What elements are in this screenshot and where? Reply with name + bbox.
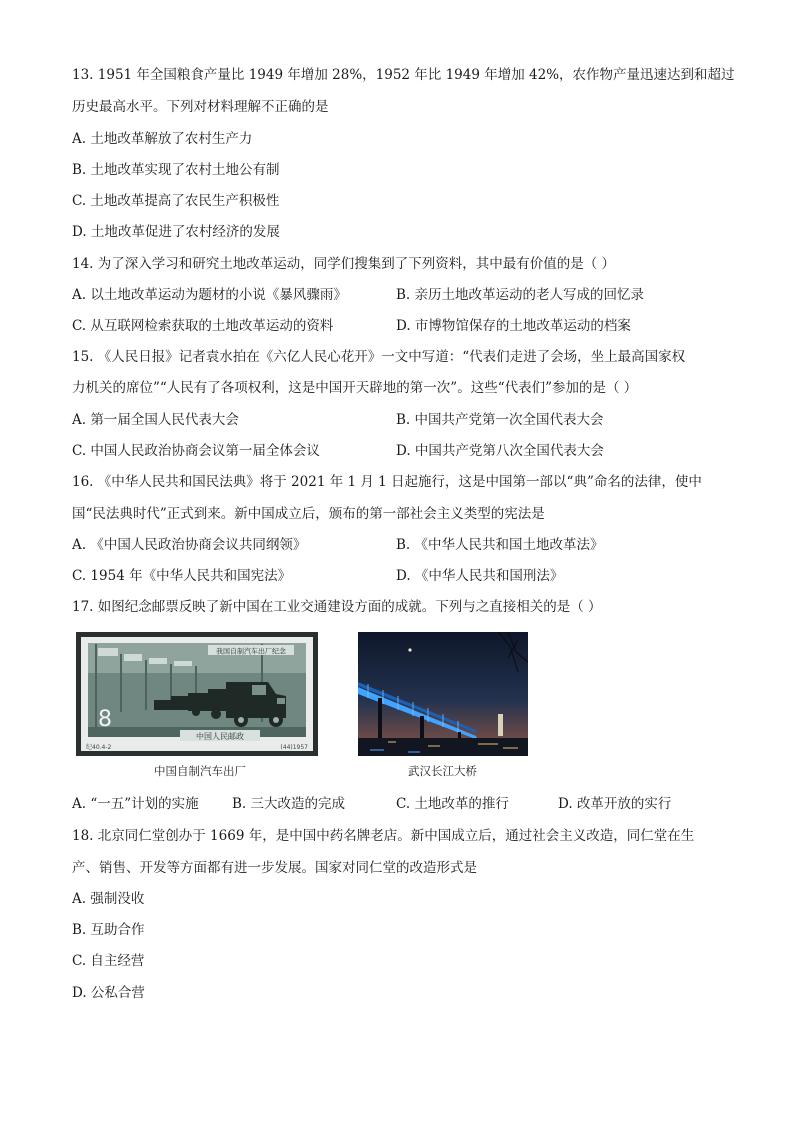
q17-option-a: A. “一五”计划的实施: [72, 796, 199, 812]
q14-option-d: D. 市博物馆保存的土地改革运动的档案: [396, 318, 631, 334]
q16-option-c: C. 1954 年《中华人民共和国宪法》: [72, 568, 292, 584]
q13-option-c: C. 土地改革提高了农民生产积极性: [72, 193, 280, 209]
q17-option-b: B. 三大改造的完成: [232, 796, 346, 812]
q18-stem-line1: 18. 北京同仁堂创办于 1669 年，是中国中药名牌老店。新中国成立后，通过社会主义改造，同仁堂在生: [72, 828, 695, 844]
q14-option-b: B. 亲历土地改革运动的老人写成的回忆录: [396, 287, 645, 303]
stamp-image-truck: [76, 632, 318, 756]
q18-option-c: C. 自主经营: [72, 953, 145, 969]
q15-option-c: C. 中国人民政治协商会议第一届全体会议: [72, 443, 320, 459]
q18-option-a: A. 强制没收: [72, 891, 145, 907]
q16-stem-line1: 16. 《中华人民共和国民法典》将于 2021 年 1 月 1 日起施行，这是中国第一部以“典”命名的法律，使中: [72, 474, 702, 490]
q16-stem-line2: 国“民法典时代”正式到来。新中国成立后，颁布的第一部社会主义类型的宪法是: [72, 506, 545, 522]
stamp-value: 8: [98, 707, 112, 732]
stamp-country: 中国人民邮政: [196, 732, 244, 741]
q16-option-b: B. 《中华人民共和国土地改革法》: [396, 537, 604, 553]
q15-option-d: D. 中国共产党第八次全国代表大会: [396, 443, 604, 459]
stamp-code-right: (44)1957: [280, 744, 308, 751]
q18-stem-line2: 产、销售、开发等方面都有进一步发展。国家对同仁堂的改造形式是: [72, 860, 477, 876]
caption-truck: 中国自制汽车出厂: [154, 764, 246, 778]
q15-option-a: A. 第一届全国人民代表大会: [72, 412, 239, 428]
stamp-code-left: 纪40.4-2: [86, 744, 112, 751]
q18-option-d: D. 公私合营: [72, 985, 145, 1001]
q13-stem-line1: 13. 1951 年全国粮食产量比 1949 年增加 28%，1952 年比 1949 年增加 42%，农作物产量迅速达到和超过: [72, 67, 735, 83]
q13-option-d: D. 土地改革促进了农村经济的发展: [72, 224, 280, 240]
bridge-photo: [358, 632, 528, 756]
q16-option-a: A. 《中国人民政治协商会议共同纲领》: [72, 537, 307, 553]
q15-stem-line1: 15. 《人民日报》记者袁水拍在《六亿人民心花开》一文中写道：“代表们走进了会场，坐上最高国家权: [72, 349, 686, 365]
q16-option-d: D. 《中华人民共和国刑法》: [396, 568, 564, 584]
q15-stem-line2: 力机关的席位”“人民有了各项权利，这是中国开天辟地的第一次”。这些“代表们”参加的是（ ）: [72, 380, 638, 396]
q18-option-b: B. 互助合作: [72, 922, 145, 938]
q14-option-a: A. 以土地改革运动为题材的小说《暴风骤雨》: [72, 287, 347, 303]
q14-stem: 14. 为了深入学习和研究土地改革运动，同学们搜集到了下列资料，其中最有价值的是（ ）: [72, 256, 616, 272]
q13-option-a: A. 土地改革解放了农村生产力: [72, 131, 253, 147]
q13-option-b: B. 土地改革实现了农村土地公有制: [72, 162, 280, 178]
stamp-top-text: 我国自制汽车出厂纪念: [216, 647, 286, 656]
q17-option-c: C. 土地改革的推行: [396, 796, 509, 812]
q17-option-d: D. 改革开放的实行: [558, 796, 672, 812]
q15-option-b: B. 中国共产党第一次全国代表大会: [396, 412, 604, 428]
q13-stem-line2: 历史最高水平。下列对材料理解不正确的是: [72, 99, 329, 115]
caption-bridge: 武汉长江大桥: [408, 764, 477, 778]
q14-option-c: C. 从互联网检索获取的土地改革运动的资料: [72, 318, 334, 334]
q17-stem: 17. 如图纪念邮票反映了新中国在工业交通建设方面的成就。下列与之直接相关的是（ ）: [72, 599, 602, 615]
